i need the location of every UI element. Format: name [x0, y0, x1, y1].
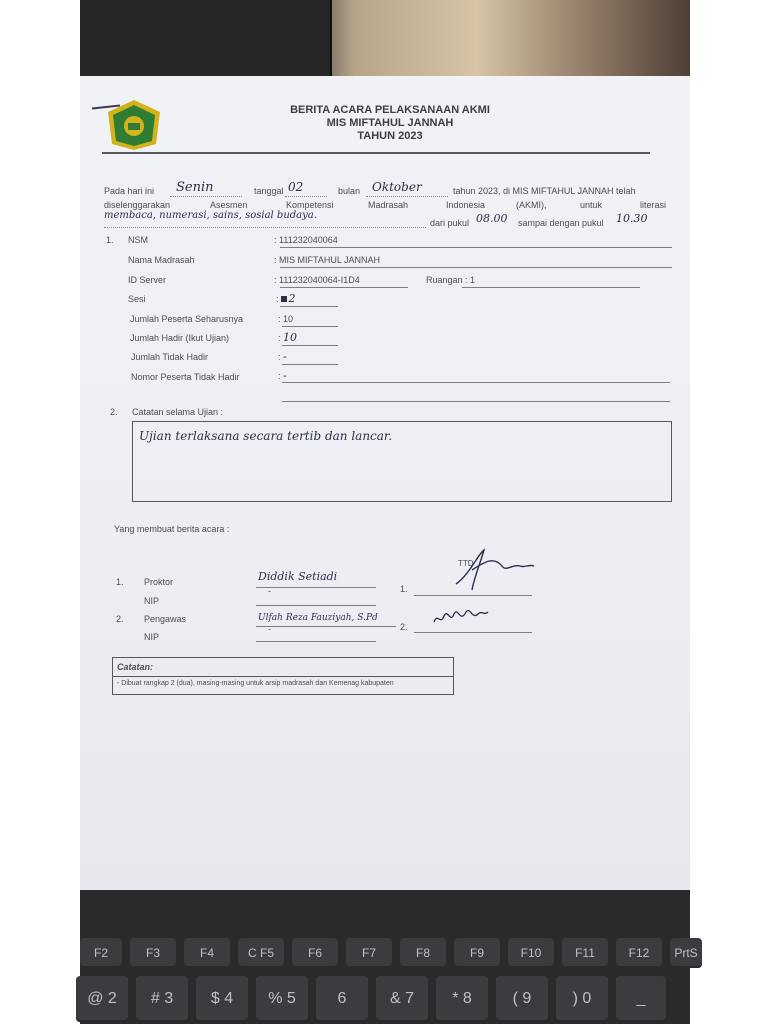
key-7: & 7 — [376, 976, 428, 1022]
tidak-hadir-value: - — [283, 350, 287, 363]
section1-number: 1. — [106, 235, 114, 245]
key-f7: F7 — [346, 938, 392, 968]
madrasah-value: MIS MIFTAHUL JANNAH — [279, 255, 381, 265]
intro-word: (AKMI), — [516, 200, 547, 210]
key-2: @ 2 — [76, 976, 128, 1022]
scribble-mark — [281, 296, 287, 302]
field-value-tidak-hadir: : - — [278, 350, 287, 363]
tidak-hadir-underline — [282, 364, 338, 365]
intro-word: untuk — [580, 200, 603, 210]
key-f10: F10 — [508, 938, 554, 968]
ttd-label: TTD — [458, 559, 474, 568]
field-label-madrasah: Nama Madrasah — [128, 255, 195, 265]
hadir-underline — [282, 345, 338, 346]
subjects-blank — [104, 226, 426, 228]
key-minus: _ — [616, 976, 666, 1022]
photo-border-right — [690, 0, 768, 1024]
background-laptop — [80, 0, 332, 80]
key-9: ( 9 — [496, 976, 548, 1022]
field-value-madrasah: : MIS MIFTAHUL JANNAH — [274, 255, 381, 265]
proktor-nip-underline — [256, 605, 376, 606]
intro-bulan: bulan — [338, 186, 361, 196]
ruangan-underline — [462, 287, 640, 288]
proktor-nip: - — [268, 586, 271, 596]
nomor-tidak-hadir-value: - — [283, 369, 287, 382]
id-server-underline — [280, 287, 408, 288]
pengawas-name: Ulfah Reza Fauziyah, S.Pd — [258, 613, 378, 623]
nomor-underline-2 — [282, 401, 670, 402]
intro-dari-pukul: dari pukul — [430, 218, 470, 228]
key-3: # 3 — [136, 976, 188, 1022]
pengawas-sign-number: 2. — [400, 622, 408, 632]
field-value-jumlah-hadir: : 10 — [278, 331, 298, 344]
day-blank — [170, 195, 242, 197]
key-5: % 5 — [256, 976, 308, 1022]
title-line-1: BERITA ACARA PELAKSANAAN AKMI — [290, 104, 490, 116]
field-value-nomor-tidak-hadir: : - — [278, 369, 287, 382]
title-line-2: MIS MIFTAHUL JANNAH — [326, 117, 454, 129]
sesi-value: 2 — [288, 292, 296, 305]
field-label-tidak-hadir: Jumlah Tidak Hadir — [131, 352, 209, 362]
date-blank — [285, 195, 327, 197]
nsm-underline — [280, 247, 672, 248]
key-0: ) 0 — [556, 976, 608, 1022]
section2-label: Catatan selama Ujian : — [132, 407, 224, 417]
title-line-3: TAHUN 2023 — [357, 130, 423, 142]
field-value-sesi: : 2 — [276, 292, 296, 305]
pengawas-number: 2. — [116, 614, 124, 624]
proktor-name: Diddik Setiadi — [258, 570, 338, 583]
intro-word: Kompetensi — [286, 200, 334, 210]
catatan-box — [112, 657, 454, 695]
key-f8: F8 — [400, 938, 446, 968]
pengawas-signature-icon — [430, 602, 490, 632]
pengawas-sign-line — [414, 632, 532, 633]
nomor-underline-1 — [282, 382, 670, 383]
field-value-id-server: : 111232040064-I1D4 — [274, 275, 360, 285]
notes-box — [132, 421, 672, 502]
handwritten-start-time: 08.00 — [476, 212, 508, 225]
madrasah-underline — [280, 267, 672, 268]
handwritten-day: Senin — [176, 180, 214, 195]
intro-word: Madrasah — [368, 200, 409, 210]
key-6: 6 — [316, 976, 368, 1022]
field-label-id-server: ID Server — [128, 275, 167, 285]
pengawas-nip-underline — [256, 641, 376, 642]
laptop-keyboard — [80, 890, 698, 1024]
section2-number: 2. — [110, 407, 118, 417]
intro-pada-hari-ini: Pada hari ini — [104, 186, 155, 196]
intro-word: Indonesia — [446, 200, 486, 210]
proktor-sign-line — [414, 595, 532, 596]
photo-border-left — [0, 0, 80, 1024]
key-f12: F12 — [616, 938, 662, 968]
proktor-role: Proktor — [144, 577, 174, 587]
field-label-sesi: Sesi — [128, 294, 146, 304]
key-f6: F6 — [292, 938, 338, 968]
key-4: $ 4 — [196, 976, 248, 1022]
handwritten-date: 02 — [288, 180, 304, 194]
jumlah-hadir-value: 10 — [283, 331, 298, 344]
key-f11: F11 — [562, 938, 608, 968]
key-f9: F9 — [454, 938, 500, 968]
field-label-jumlah-hadir: Jumlah Hadir (Ikut Ujian) — [130, 333, 230, 343]
key-f5: C F5 — [238, 938, 284, 968]
key-f4: F4 — [184, 938, 230, 968]
field-value-nsm: : 111232040064 — [274, 235, 338, 245]
proktor-signature-icon — [450, 544, 536, 594]
month-blank — [366, 195, 448, 197]
proktor-name-underline — [256, 587, 376, 588]
catatan-title: Catatan: — [117, 662, 154, 672]
intro-word: diselenggarakan — [104, 200, 171, 210]
signatures-intro: Yang membuat berita acara : — [114, 524, 230, 534]
intro-sampai-pukul: sampai dengan pukul — [518, 218, 604, 228]
proktor-sign-number: 1. — [400, 584, 408, 594]
document-sheet — [80, 76, 690, 891]
catatan-text: - Dibuat rangkap 2 (dua), masing-masing untuk arsip madrasah dan Kemenag kabupaten — [117, 680, 394, 687]
intro-tanggal: tanggal — [254, 186, 284, 196]
pengawas-nip-label: NIP — [144, 632, 160, 642]
catatan-divider — [113, 676, 453, 677]
document-header — [240, 104, 540, 143]
function-key-row — [80, 938, 702, 968]
handwritten-subjects: membaca, numerasi, sains, sosial budaya. — [104, 210, 317, 221]
handwritten-note: Ujian terlaksana secara tertib dan lancar. — [139, 429, 393, 443]
handwritten-month: Oktober — [372, 180, 422, 194]
number-key-row — [76, 976, 666, 1022]
field-label-nsm: NSM — [128, 235, 148, 245]
pengawas-role: Pengawas — [144, 614, 187, 624]
id-server-value: 111232040064-I1D4 — [279, 275, 360, 285]
pengawas-name-underline — [256, 626, 396, 627]
key-f3: F3 — [130, 938, 176, 968]
key-f2: F2 — [80, 938, 122, 968]
header-divider — [102, 152, 650, 154]
intro-word: Asesmen — [210, 200, 248, 210]
nsm-value: 111232040064 — [279, 235, 338, 245]
handwritten-end-time: 10.30 — [616, 212, 648, 225]
pengawas-nip: - — [268, 624, 271, 634]
peserta-seharusnya-value: 10 — [283, 314, 294, 324]
sesi-underline — [280, 306, 338, 307]
intro-rest-line1: tahun 2023, di MIS MIFTAHUL JANNAH telah — [453, 186, 636, 196]
field-value-peserta-seharusnya: : 10 — [278, 314, 294, 324]
field-label-peserta-seharusnya: Jumlah Peserta Seharusnya — [130, 314, 244, 324]
field-label-nomor-tidak-hadir: Nomor Peserta Tidak Hadir — [131, 372, 240, 382]
intro-word: literasi — [640, 200, 667, 210]
ruangan-label: Ruangan : 1 — [426, 275, 476, 285]
key-8: * 8 — [436, 976, 488, 1022]
proktor-nip-label: NIP — [144, 596, 160, 606]
proktor-number: 1. — [116, 577, 124, 587]
peserta-underline — [282, 326, 338, 327]
key-prtsc: PrtS — [670, 938, 702, 968]
